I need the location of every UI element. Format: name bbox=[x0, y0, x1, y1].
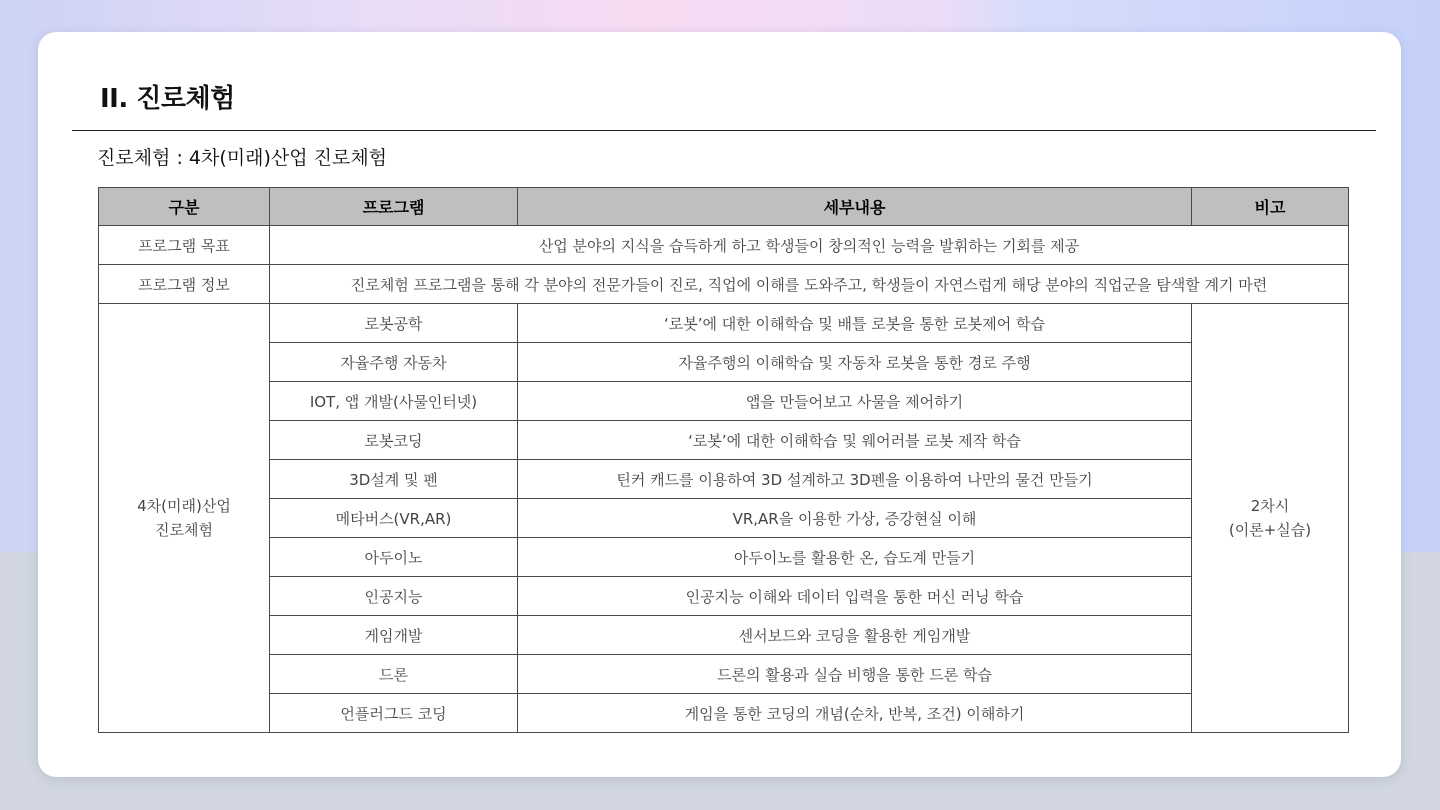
info-row bbox=[99, 265, 1349, 304]
table-row bbox=[99, 577, 1349, 616]
info-label: 프로그램 정보 bbox=[99, 265, 270, 304]
header-program: 프로그램 bbox=[270, 188, 518, 226]
details-cell: ‘로봇’에 대한 이해학습 및 웨어러블 로봇 제작 학습 bbox=[518, 421, 1192, 460]
details-cell: 인공지능 이해와 데이터 입력을 통한 머신 러닝 학습 bbox=[518, 577, 1192, 616]
program-cell: 로봇코딩 bbox=[270, 421, 518, 460]
program-cell: 3D설계 및 펜 bbox=[270, 460, 518, 499]
details-cell: ‘로봇’에 대한 이해학습 및 배틀 로봇을 통한 로봇제어 학습 bbox=[518, 304, 1192, 343]
header-note: 비고 bbox=[1192, 188, 1349, 226]
details-cell: 게임을 통한 코딩의 개념(순차, 반복, 조건) 이해하기 bbox=[518, 694, 1192, 733]
note-cell bbox=[1192, 304, 1349, 733]
program-cell: 아두이노 bbox=[270, 538, 518, 577]
table-row bbox=[99, 694, 1349, 733]
details-cell: 센서보드와 코딩을 활용한 게임개발 bbox=[518, 616, 1192, 655]
table-row bbox=[99, 304, 1349, 343]
details-cell: 아두이노를 활용한 온, 습도계 만들기 bbox=[518, 538, 1192, 577]
subtitle: 진로체험 : 4차(미래)산업 진로체험 bbox=[97, 147, 388, 169]
table-row bbox=[99, 421, 1349, 460]
section-title: II. 진로체험 bbox=[100, 84, 235, 114]
details-cell: 드론의 활용과 실습 비행을 통한 드론 학습 bbox=[518, 655, 1192, 694]
program-cell: 게임개발 bbox=[270, 616, 518, 655]
header-category: 구분 bbox=[99, 188, 270, 226]
program-table bbox=[98, 187, 1349, 733]
program-cell: 인공지능 bbox=[270, 577, 518, 616]
details-cell: 틴커 캐드를 이용하여 3D 설계하고 3D펜을 이용하여 나만의 물건 만들기 bbox=[518, 460, 1192, 499]
details-cell: 자율주행의 이해학습 및 자동차 로봇을 통한 경로 주행 bbox=[518, 343, 1192, 382]
table-row bbox=[99, 616, 1349, 655]
group-label-line1: 4차(미래)산업 bbox=[137, 497, 231, 515]
group-label-line2: 진로체험 bbox=[155, 521, 213, 539]
group-label-cell bbox=[99, 304, 270, 733]
details-cell: 앱을 만들어보고 사물을 제어하기 bbox=[518, 382, 1192, 421]
table-row bbox=[99, 655, 1349, 694]
program-cell: IOT, 앱 개발(사물인터넷) bbox=[270, 382, 518, 421]
goal-row bbox=[99, 226, 1349, 265]
note-line1: 2차시 bbox=[1250, 497, 1290, 515]
title-divider bbox=[72, 130, 1376, 131]
program-cell: 로봇공학 bbox=[270, 304, 518, 343]
program-cell: 자율주행 자동차 bbox=[270, 343, 518, 382]
table-row bbox=[99, 343, 1349, 382]
goal-text: 산업 분야의 지식을 습득하게 하고 학생들이 창의적인 능력을 발휘하는 기회를 제공 bbox=[270, 226, 1349, 265]
program-cell: 메타버스(VR,AR) bbox=[270, 499, 518, 538]
table-row bbox=[99, 499, 1349, 538]
program-cell: 드론 bbox=[270, 655, 518, 694]
program-cell: 언플러그드 코딩 bbox=[270, 694, 518, 733]
table-row bbox=[99, 538, 1349, 577]
info-text: 진로체험 프로그램을 통해 각 분야의 전문가들이 진로, 직업에 이해를 도와주고, 학생들이 자연스럽게 해당 분야의 직업군을 탐색할 계기 마련 bbox=[270, 265, 1349, 304]
table-header-row bbox=[99, 188, 1349, 226]
note-line2: (이론+실습) bbox=[1228, 521, 1312, 539]
details-cell: VR,AR을 이용한 가상, 증강현실 이해 bbox=[518, 499, 1192, 538]
header-details: 세부내용 bbox=[518, 188, 1192, 226]
table-row bbox=[99, 460, 1349, 499]
goal-label: 프로그램 목표 bbox=[99, 226, 270, 265]
table-row bbox=[99, 382, 1349, 421]
